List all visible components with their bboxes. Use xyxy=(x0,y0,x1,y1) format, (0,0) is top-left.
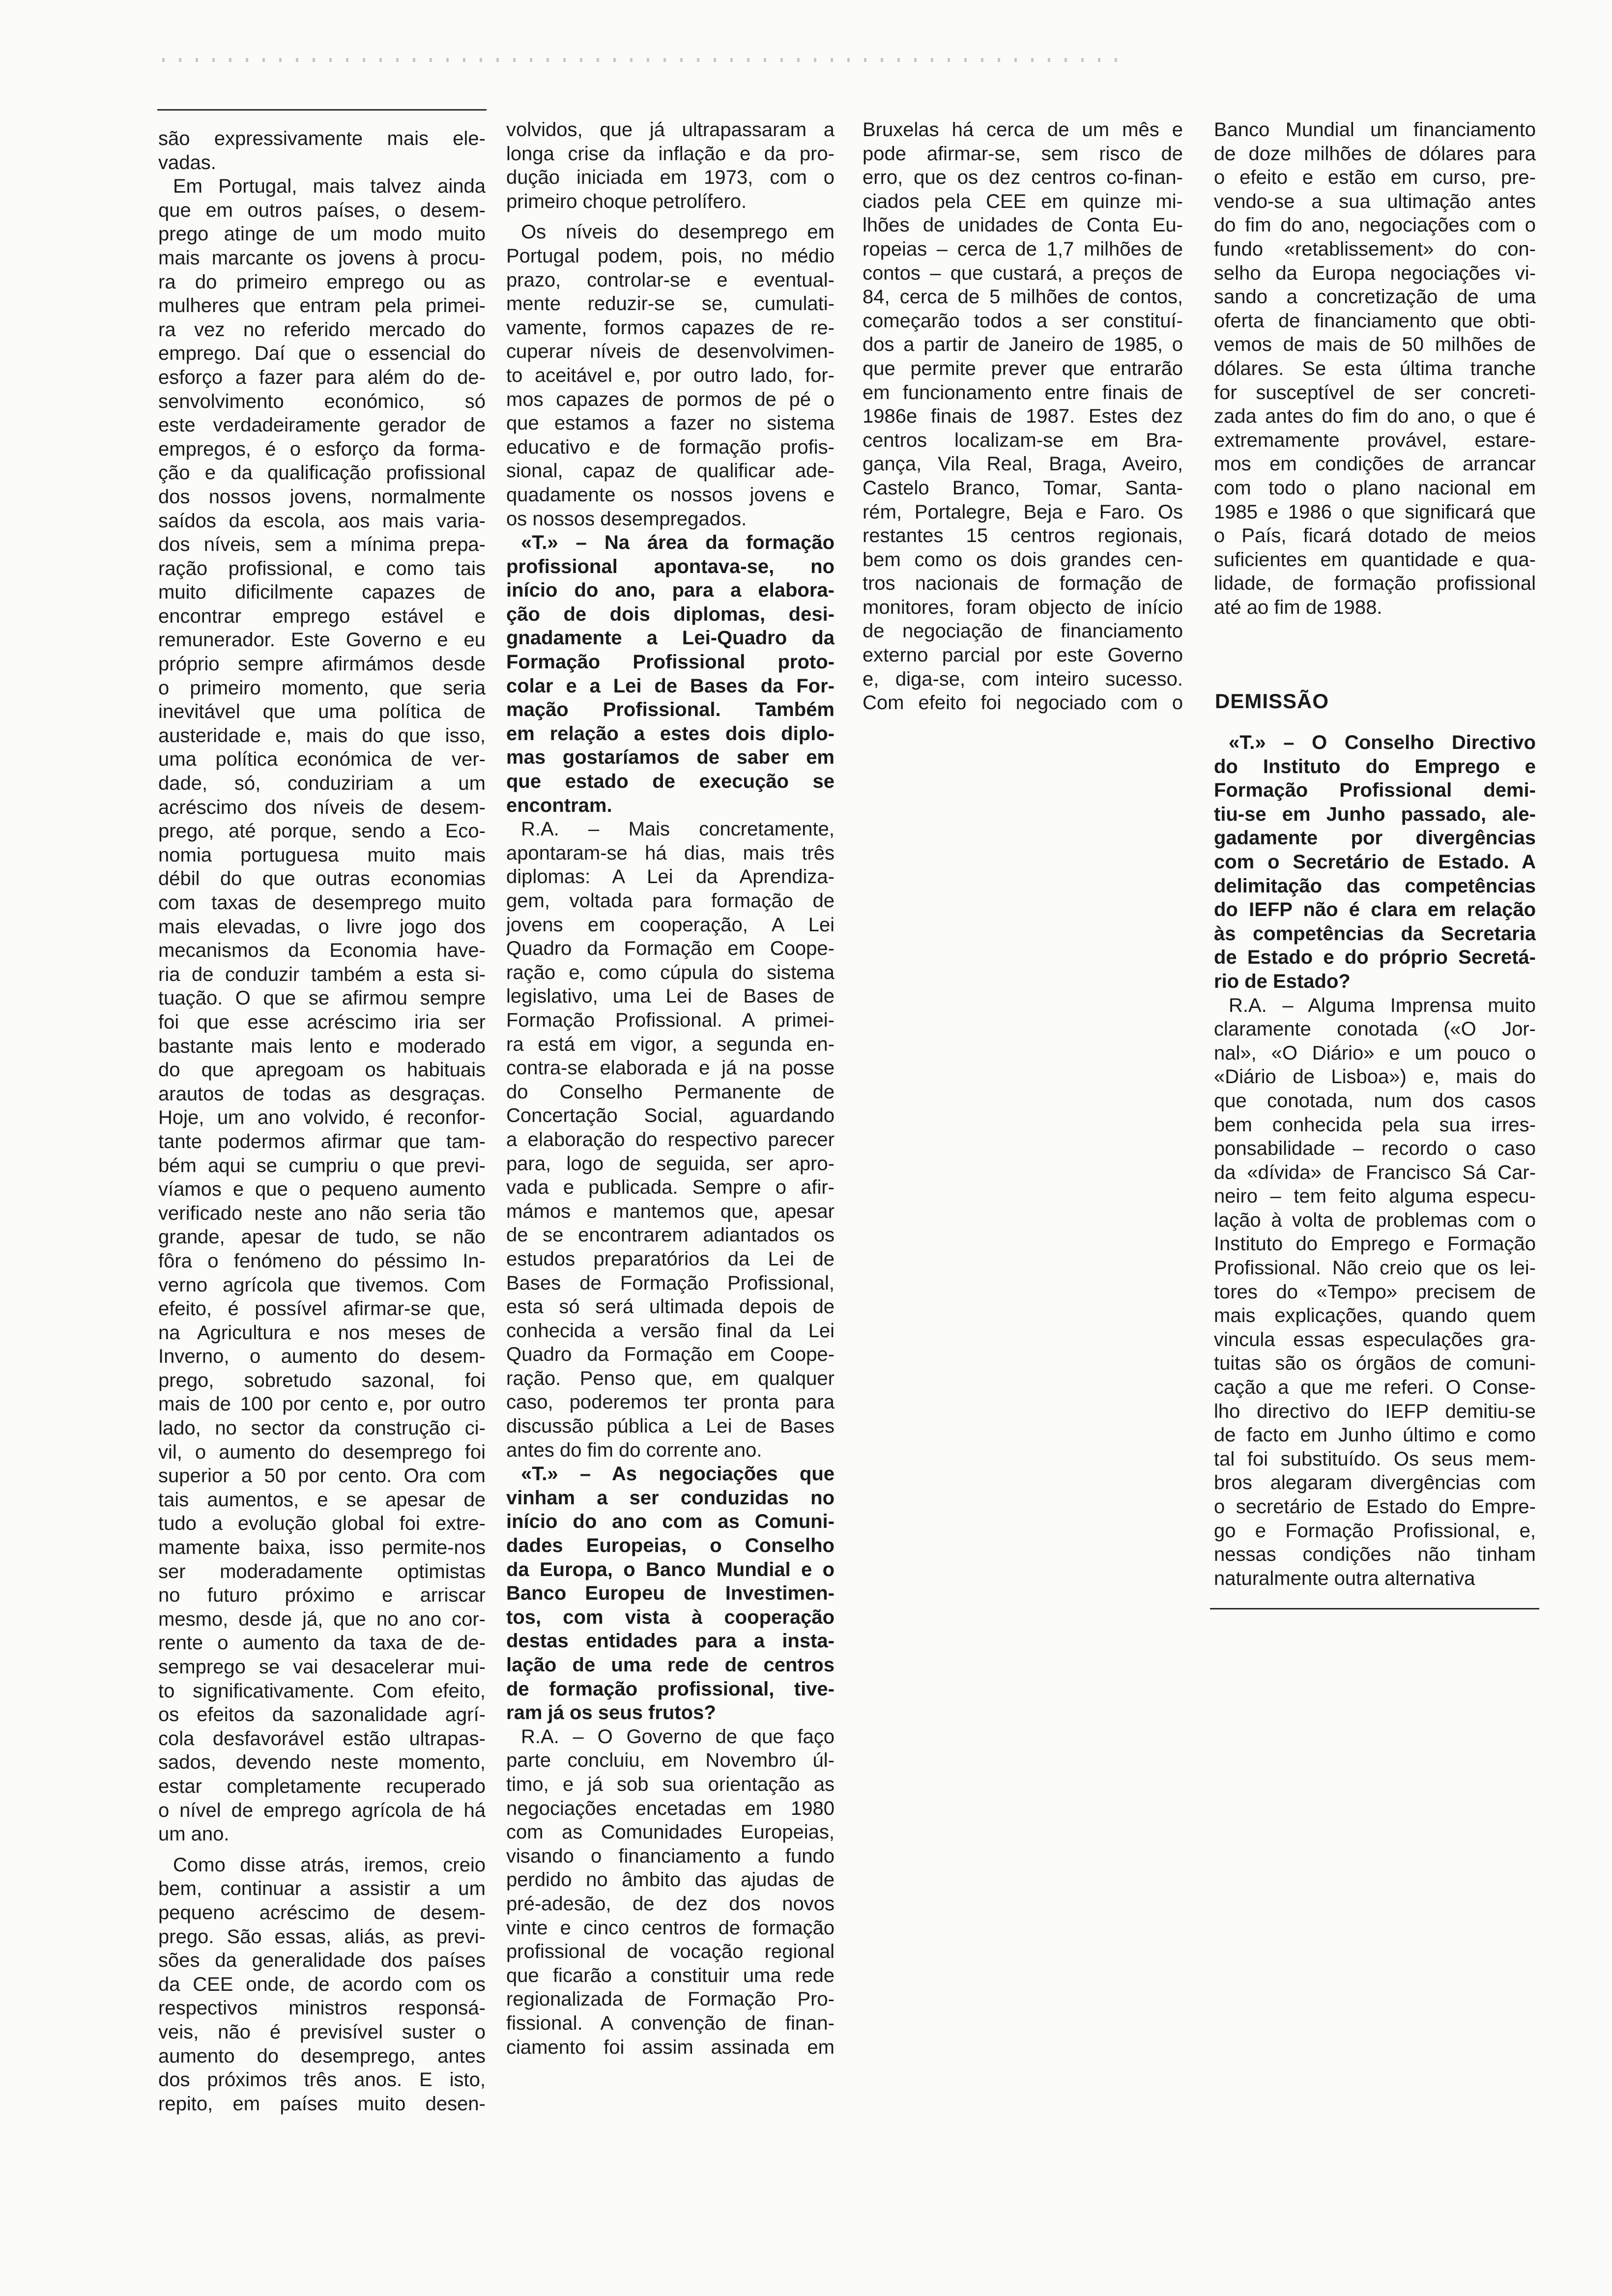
text-line: legislativo, uma Lei de Bases de xyxy=(506,985,835,1007)
text-line: Inverno, o aumento do desem- xyxy=(158,1346,486,1368)
text-line: naturalmente outra alternativa xyxy=(1214,1567,1475,1589)
text-line: bem, continuar a assistir a um xyxy=(158,1878,486,1900)
text-line: com o Secretário de Estado. A xyxy=(1214,851,1536,873)
text-line: débil do que outras economias xyxy=(158,868,486,890)
text-line: Banco Europeu de Investimen- xyxy=(506,1582,835,1605)
text-line: selho da Europa negociações vi- xyxy=(1214,262,1536,284)
text-line: sados, devendo neste momento, xyxy=(158,1751,486,1774)
text-line: Portugal podem, pois, no médio xyxy=(506,245,835,267)
text-line: mámos e mantemos que, apesar xyxy=(506,1200,835,1222)
text-line: estar completamente recuperado xyxy=(158,1775,486,1797)
text-line: acréscimo dos níveis de desem- xyxy=(158,796,486,818)
text-line: ção de dois diplomas, desi- xyxy=(506,603,835,625)
text-line: ra vez no referido mercado do xyxy=(158,318,486,341)
text-line: antes do fim do corrente ano. xyxy=(506,1439,762,1461)
text-line: início do ano com as Comuni- xyxy=(506,1511,835,1533)
text-line: ração profissional, e como tais xyxy=(158,557,486,579)
text-line: prego, sobretudo sazonal, foi xyxy=(158,1369,486,1391)
text-line: efeito, é possível afirmar-se que, xyxy=(158,1298,486,1320)
text-line: tais aumentos, e se apesar de xyxy=(158,1489,486,1511)
text-line: até ao fim de 1988. xyxy=(1214,596,1382,618)
text-line: Instituto do Emprego e Formação xyxy=(1214,1233,1536,1255)
text-line: ropeias – cerca de 1,7 milhões de xyxy=(863,238,1183,260)
text-line: Hoje, um ano volvido, é reconfor- xyxy=(158,1107,486,1129)
text-line: Formação Profissional demi- xyxy=(1214,779,1536,802)
text-line: prazo, controlar-se e eventual- xyxy=(506,269,835,291)
text-line: que estado de execução se xyxy=(506,771,835,793)
text-line: sões da generalidade dos países xyxy=(158,1950,486,1972)
text-line: contra-se elaborada e já na posse xyxy=(506,1057,835,1079)
text-line: Profissional. Não creio que os lei- xyxy=(1214,1257,1536,1279)
text-line: remunerador. Este Governo e eu xyxy=(158,629,486,651)
text-line: Quadro da Formação em Coope- xyxy=(506,938,835,960)
text-line: prego, até porque, sendo a Eco- xyxy=(158,820,486,842)
text-line: veis, não é previsível suster o xyxy=(158,2021,486,2043)
column-3 xyxy=(863,118,1183,715)
text-line: muito dificilmente capazes de xyxy=(158,581,486,603)
text-line: gem, voltada para formação de xyxy=(506,890,835,912)
text-line: do fim do ano, negociações com o xyxy=(1214,214,1536,236)
text-line: tuação. O que se afirmou sempre xyxy=(158,987,486,1009)
text-line: dades Europeias, o Conselho xyxy=(506,1535,835,1557)
text-line: parte concluiu, em Novembro úl- xyxy=(506,1750,835,1772)
text-line: lação de uma rede de centros xyxy=(506,1654,835,1676)
text-line: encontram. xyxy=(506,794,612,816)
text-line: bastante mais lento e moderado xyxy=(158,1035,486,1057)
text-line: tante podermos afirmar que tam- xyxy=(158,1130,486,1152)
text-line: sional, capaz de qualificar ade- xyxy=(506,460,835,482)
text-line: vinte e cinco centros de formação xyxy=(506,1917,835,1939)
text-line: lação à volta de problemas com o xyxy=(1214,1209,1536,1231)
text-line: to aceitável e, por outro lado, for- xyxy=(506,364,835,386)
text-line: mais elevadas, o livre jogo dos xyxy=(158,916,486,938)
text-line: dos nossos jovens, normalmente xyxy=(158,486,486,508)
text-line: vil, o aumento do desemprego foi xyxy=(158,1441,486,1463)
text-line: encontrar emprego estável e xyxy=(158,605,486,627)
text-line: foi que esse acréscimo iria ser xyxy=(158,1011,486,1033)
text-line: R.A. – O Governo de que faço xyxy=(521,1725,835,1748)
text-line: verno agrícola que tivemos. Com xyxy=(158,1274,486,1296)
text-line: que ficarão a constituir uma rede xyxy=(506,1964,835,1986)
text-line: o nível de emprego agrícola de há xyxy=(158,1799,486,1821)
text-line: verificado neste ano não seria tão xyxy=(158,1202,486,1224)
text-line: vadas. xyxy=(158,151,216,173)
text-line: oferta de financiamento que obti- xyxy=(1214,310,1536,332)
text-line: emprego. Daí que o essencial do xyxy=(158,343,486,365)
text-line: apontaram-se há dias, mais três xyxy=(506,842,835,864)
scan-noise-strip xyxy=(162,58,1121,62)
text-line: do Conselho Permanente de xyxy=(506,1081,835,1103)
text-line: dos próximos três anos. E isto, xyxy=(158,2069,486,2091)
text-line: gadamente por divergências xyxy=(1214,827,1536,849)
text-line: visando o financiamento a fundo xyxy=(506,1845,835,1867)
text-line: mas gostaríamos de saber em xyxy=(506,746,835,769)
text-line: nomia portuguesa muito mais xyxy=(158,844,486,866)
text-line: timo, e já sob sua orientação as xyxy=(506,1773,835,1795)
text-line: R.A. – Alguma Imprensa muito xyxy=(1229,994,1536,1016)
text-line: da Europa, o Banco Mundial e o xyxy=(506,1558,835,1580)
text-line: volvidos, que já ultrapassaram a xyxy=(506,119,835,141)
text-line: o País, ficará dotado de meios xyxy=(1214,525,1536,547)
text-line: dos níveis, sem a mínima prepa- xyxy=(158,534,486,556)
text-line: delimitação das competências xyxy=(1214,875,1536,897)
text-line: com todo o plano nacional em xyxy=(1214,477,1536,499)
text-line: mente reduzir-se se, cumulati- xyxy=(506,293,835,315)
text-line: suficientes em quantidade e qua- xyxy=(1214,548,1536,571)
text-line: caso, poderemos ter pronta para xyxy=(506,1391,835,1413)
column-4-bottom-rule xyxy=(1210,1608,1539,1609)
text-line: R.A. – Mais concretamente, xyxy=(521,818,835,840)
text-line: dos a partir de Janeiro de 1985, o xyxy=(863,334,1183,356)
text-line: bém aqui se cumpriu o que previ- xyxy=(158,1154,486,1177)
section-heading-demissao: DEMISSÃO xyxy=(1215,689,1329,713)
text-line: com taxas de desemprego muito xyxy=(158,892,486,914)
text-line: bem como os dois grandes cen- xyxy=(863,548,1183,571)
text-line: prego atinge de um modo muito xyxy=(158,223,486,245)
text-line: repito, em países muito desen- xyxy=(158,2093,486,2115)
text-line: gnadamente a Lei-Quadro da xyxy=(506,627,835,649)
text-line: vinham a ser conduzidas no xyxy=(506,1487,835,1509)
text-line: Concertação Social, aguardando xyxy=(506,1105,835,1127)
text-line: tudo a evolução global foi extre- xyxy=(158,1513,486,1535)
text-line: 1986e finais de 1987. Estes dez xyxy=(863,405,1183,428)
column-2 xyxy=(506,118,835,2059)
text-line: «Diário de Lisboa») e, mais do xyxy=(1214,1066,1536,1088)
text-line: lado, no sector da construção ci- xyxy=(158,1417,486,1439)
text-line: go e Formação Profissional, e, xyxy=(1214,1520,1536,1542)
text-line: externo parcial por este Governo xyxy=(863,644,1183,666)
text-line: os efeitos da sazonalidade agrí- xyxy=(158,1704,486,1726)
text-line: pequeno acréscimo de desem- xyxy=(158,1901,486,1923)
text-line: cuperar níveis de desenvolvimen- xyxy=(506,341,835,363)
text-line: negociações encetadas em 1980 xyxy=(506,1797,835,1819)
text-line: início do ano, para a elabora- xyxy=(506,579,835,602)
text-line: centros localizam-se em Bra- xyxy=(863,429,1183,451)
text-line: Banco Mundial um financiamento xyxy=(1214,119,1536,141)
text-line: em relação a estes dois diplo- xyxy=(506,722,835,745)
text-line: com as Comunidades Europeias, xyxy=(506,1821,835,1843)
text-line: cação a que me referi. O Conse- xyxy=(1214,1377,1536,1399)
text-line: neiro – tem feito alguma especu- xyxy=(1214,1185,1536,1207)
text-line: extremamente provável, estare- xyxy=(1214,429,1536,451)
text-line: inevitável que uma política de xyxy=(158,701,486,723)
text-line: mais marcante os jovens à procu- xyxy=(158,247,486,269)
text-line: dólares. Se esta última tranche xyxy=(1214,357,1536,379)
text-line: rio de Estado? xyxy=(1214,970,1351,992)
text-line: nessas condições não tinham xyxy=(1214,1544,1536,1566)
text-line: vada e publicada. Sempre o afir- xyxy=(506,1177,835,1199)
text-line: vamente, formos capazes de re- xyxy=(506,316,835,339)
text-line: tiu-se em Junho passado, ale- xyxy=(1214,803,1536,825)
text-line: que conotada, num dos casos xyxy=(1214,1090,1536,1112)
text-line: conhecida a versão final da Lei xyxy=(506,1320,835,1342)
text-line: monitores, foram objecto de início xyxy=(863,596,1183,618)
text-line: lhões de unidades de Conta Eu- xyxy=(863,214,1183,236)
text-line: ração. Penso que, em qualquer xyxy=(506,1367,835,1389)
text-line: mais de 100 por cento e, por outro xyxy=(158,1393,486,1415)
text-line: a elaboração do respectivo parecer xyxy=(506,1128,835,1150)
text-line: Com efeito foi negociado com o xyxy=(863,692,1183,714)
text-line: Castelo Branco, Tomar, Santa- xyxy=(863,477,1183,499)
text-line: contos – que custará, a preços de xyxy=(863,262,1183,284)
text-line: Os níveis do desemprego em xyxy=(521,221,835,243)
text-line: lho directivo do IEFP demitiu-se xyxy=(1214,1400,1536,1422)
text-line: ra do primeiro emprego ou as xyxy=(158,271,486,293)
text-line: ração e, como cúpula do sistema xyxy=(506,961,835,983)
text-line: mamente baixa, isso permite-nos xyxy=(158,1537,486,1559)
text-line: ciamento foi assim assinada em xyxy=(506,2036,835,2058)
text-line: mação Profissional. Também xyxy=(506,699,835,721)
text-line: profissional apontava-se, no xyxy=(506,555,835,577)
text-line: vemos de mais de 50 milhões de xyxy=(1214,334,1536,356)
text-line: «T.» – O Conselho Directivo xyxy=(1229,732,1536,753)
text-line: senvolvimento económico, só xyxy=(158,390,486,412)
text-line: em funcionamento entre finais de xyxy=(863,381,1183,403)
text-line: são expressivamente mais ele- xyxy=(158,128,486,149)
text-line: Formação Profissional proto- xyxy=(506,651,835,673)
text-line: ram já os seus frutos? xyxy=(506,1702,716,1724)
text-line: da «dívida» de Francisco Sá Car- xyxy=(1214,1161,1536,1183)
text-line: to significativamente. Com efeito, xyxy=(158,1680,486,1702)
text-line: que estamos a fazer no sistema xyxy=(506,412,835,434)
text-line: bros alegaram divergências com xyxy=(1214,1472,1536,1494)
text-line: regionalizada de Formação Pro- xyxy=(506,1988,835,2010)
text-line: este verdadeiramente gerador de xyxy=(158,414,486,436)
text-line: que permite prever que entrarão xyxy=(863,357,1183,379)
column-4-lower xyxy=(1214,731,1536,1590)
text-line: fissional. A convenção de finan- xyxy=(506,2012,835,2034)
text-line: de Estado e do próprio Secretá- xyxy=(1214,947,1536,969)
text-line: tores do «Tempo» precisem de xyxy=(1214,1281,1536,1303)
text-line: superior a 50 por cento. Ora com xyxy=(158,1465,486,1487)
text-line: educativo e de formação profis- xyxy=(506,436,835,458)
text-line: grande, apesar de tudo, se não xyxy=(158,1226,486,1248)
text-line: mais explicações, quando quem xyxy=(1214,1305,1536,1327)
text-line: de doze milhões de dólares para xyxy=(1214,143,1536,165)
text-line: claramente conotada («O Jor- xyxy=(1214,1018,1536,1040)
text-line: destas entidades para a insta- xyxy=(506,1630,835,1652)
text-line: for susceptível de ser concreti- xyxy=(1214,381,1536,403)
text-line: Bases de Formação Profissional, xyxy=(506,1272,835,1294)
text-line: jovens em cooperação, A Lei xyxy=(506,914,835,936)
text-line: mos em condições de arrancar xyxy=(1214,453,1536,475)
text-line: «T.» – Na área da formação xyxy=(521,532,835,554)
text-line: 1985 e 1986 o que significará que xyxy=(1214,501,1536,523)
text-line: primeiro choque petrolífero. xyxy=(506,190,747,212)
text-line: Quadro da Formação em Coope- xyxy=(506,1344,835,1366)
text-line: lidade, de formação profissional xyxy=(1214,573,1536,595)
text-line: pré-adesão, de dez dos novos xyxy=(506,1893,835,1915)
text-line: um ano. xyxy=(158,1823,230,1845)
text-line: «T.» – As negociações que xyxy=(521,1463,835,1485)
text-line: tos, com vista à cooperação xyxy=(506,1606,835,1628)
text-line: uma política económica de ver- xyxy=(158,748,486,771)
text-line: e, diga-se, com inteiro sucesso. xyxy=(863,668,1183,690)
text-line: sando a concretização de uma xyxy=(1214,286,1536,308)
text-line: rente o aumento da taxa de de- xyxy=(158,1632,486,1654)
text-line: erro, que os dez centros co-finan- xyxy=(863,167,1183,189)
text-line: ponsabilidade – recordo o caso xyxy=(1214,1138,1536,1160)
text-line: ser moderadamente optimistas xyxy=(158,1560,486,1582)
text-line: vincula essas especulações gra- xyxy=(1214,1328,1536,1350)
text-line: mesmo, desde já, que no ano cor- xyxy=(158,1608,486,1630)
text-line: saídos da escola, aos mais varia- xyxy=(158,510,486,532)
text-line: fôra o fenómeno do péssimo In- xyxy=(158,1250,486,1272)
text-line: diplomas: A Lei da Aprendiza- xyxy=(506,866,835,888)
text-line: às competências da Secretaria xyxy=(1214,922,1536,945)
text-line: gança, Vila Real, Braga, Aveiro, xyxy=(863,453,1183,475)
text-line: começarão todos a ser constituí- xyxy=(863,310,1183,332)
text-line: da CEE onde, de acordo com os xyxy=(158,1973,486,1995)
text-line: o primeiro momento, que seria xyxy=(158,677,486,699)
text-line: semprego se vai desacelerar mui- xyxy=(158,1656,486,1678)
text-line: zada antes do fim do ano, o que é xyxy=(1214,405,1536,428)
text-line: cola desfavorável estão ultrapas- xyxy=(158,1727,486,1750)
text-line: estudos preparatórios da Lei de xyxy=(506,1248,835,1270)
text-line: ção e da qualificação profissional xyxy=(158,462,486,484)
text-line: ra está em vigor, a segunda en- xyxy=(506,1033,835,1055)
text-line: longa crise da inflação e da pro- xyxy=(506,143,835,165)
text-line: austeridade e, mais do que isso, xyxy=(158,724,486,746)
text-line: quadamente os nossos jovens e xyxy=(506,484,835,506)
text-line: bem conhecida pela sua irres- xyxy=(1214,1114,1536,1136)
text-line: no futuro próximo e arriscar xyxy=(158,1584,486,1607)
text-line: empregos, é o esforço da forma- xyxy=(158,438,486,460)
text-line: tuitas são os órgãos de comuni- xyxy=(1214,1352,1536,1375)
text-line: perdido no âmbito das ajudas de xyxy=(506,1869,835,1891)
text-line: do que apregoam os habituais xyxy=(158,1059,486,1081)
text-line: fundo «retablissement» do con- xyxy=(1214,238,1536,260)
text-line: Como disse atrás, iremos, creio xyxy=(173,1854,486,1876)
text-line: mulheres que entram pela primei- xyxy=(158,295,486,317)
column-1 xyxy=(158,127,486,2116)
text-line: víamos e que o pequeno aumento xyxy=(158,1178,486,1201)
column-1-top-rule xyxy=(157,109,487,111)
text-line: prego. São essas, aliás, as previ- xyxy=(158,1925,486,1948)
text-line: pode afirmar-se, sem risco de xyxy=(863,143,1183,165)
text-line: de negociação de financiamento xyxy=(863,620,1183,642)
text-line: Bruxelas há cerca de um mês e xyxy=(863,119,1183,141)
text-line: profissional de vocação regional xyxy=(506,1941,835,1963)
text-line: esta só será ultimada depois de xyxy=(506,1296,835,1318)
text-line: os nossos desempregados. xyxy=(506,508,747,530)
text-line: nal», «O Diário» e um pouco o xyxy=(1214,1042,1536,1064)
text-line: discussão pública a Lei de Bases xyxy=(506,1415,835,1437)
text-line: o efeito e estão em curso, pre- xyxy=(1214,167,1536,189)
text-line: o secretário de Estado do Empre- xyxy=(1214,1496,1536,1518)
text-line: mos capazes de pormos de pé o xyxy=(506,388,835,410)
text-line: ciados pela CEE em quinze mi- xyxy=(863,190,1183,212)
text-line: mecanismos da Economia have- xyxy=(158,940,486,962)
text-line: aumento do desemprego, antes xyxy=(158,2045,486,2067)
text-line: de formação profissional, tive- xyxy=(506,1678,835,1700)
text-line: de se encontrarem adiantados os xyxy=(506,1224,835,1246)
text-line: Em Portugal, mais talvez ainda xyxy=(173,175,486,198)
text-line: esforço a fazer para além do de- xyxy=(158,366,486,388)
text-line: de facto em Junho último e como xyxy=(1214,1424,1536,1446)
text-line: respectivos ministros responsá- xyxy=(158,1997,486,2019)
text-line: vendo-se a sua ultimação antes xyxy=(1214,190,1536,212)
text-line: ria de conduzir também a esta si- xyxy=(158,963,486,985)
text-line: do IEFP não é clara em relação xyxy=(1214,899,1536,921)
text-line: colar e a Lei de Bases da For- xyxy=(506,675,835,697)
text-line: próprio sempre afirmámos desde xyxy=(158,653,486,675)
text-line: que em outros países, o desem- xyxy=(158,199,486,221)
text-line: do Instituto do Emprego e xyxy=(1214,755,1536,777)
text-line: Formação Profissional. A primei- xyxy=(506,1009,835,1031)
text-line: restantes 15 centros regionais, xyxy=(863,525,1183,547)
text-line: arautos de todas as desgraças. xyxy=(158,1083,486,1105)
text-line: rém, Portalegre, Beja e Faro. Os xyxy=(863,501,1183,523)
text-line: tros nacionais de formação de xyxy=(863,573,1183,595)
text-line: 84, cerca de 5 milhões de contos, xyxy=(863,286,1183,308)
column-4-upper xyxy=(1214,118,1536,619)
text-line: dade, só, conduziriam a um xyxy=(158,773,486,795)
text-line: na Agricultura e nos meses de xyxy=(158,1321,486,1344)
text-line: tal foi substituído. Os seus mem- xyxy=(1214,1448,1536,1470)
text-line: dução iniciada em 1973, com o xyxy=(506,167,835,189)
text-line: para, logo de seguida, ser apro- xyxy=(506,1152,835,1175)
